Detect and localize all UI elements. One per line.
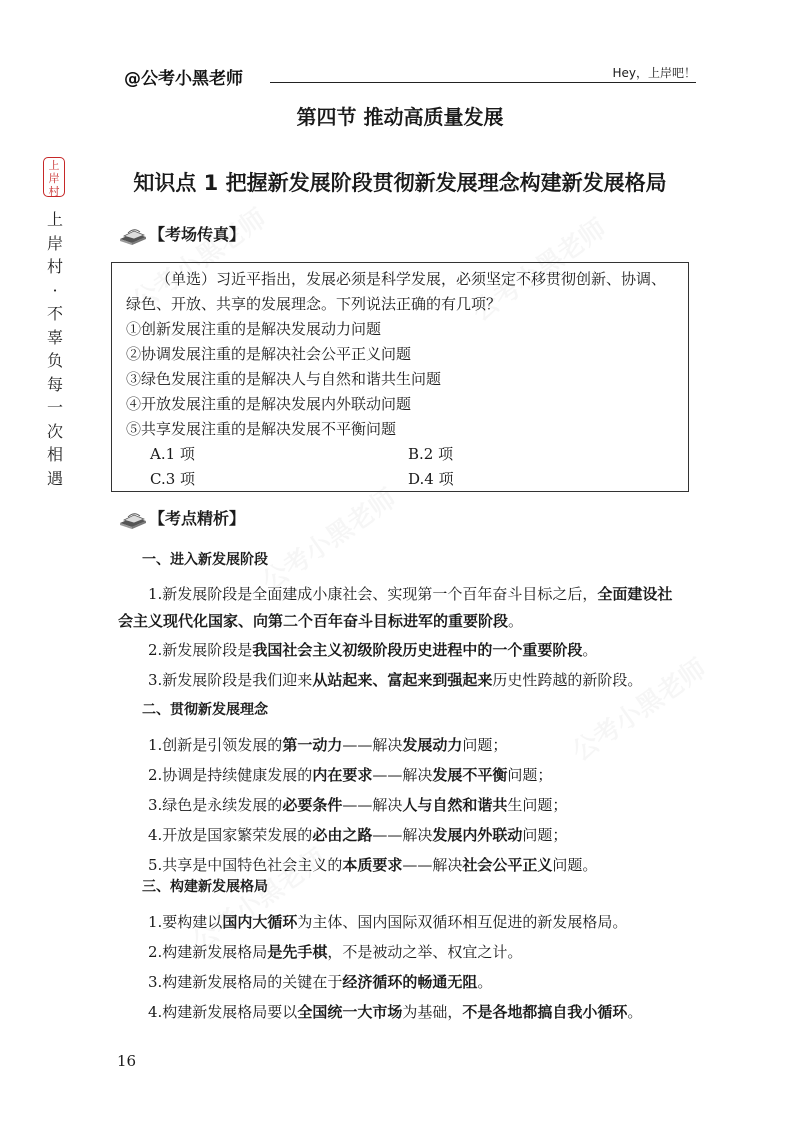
question-stem: （单选）习近平指出，发展必须是科学发展，必须坚定不移贯彻创新、协调、绿色、开放、共享的发展理念。下列说法正确的有几项？	[126, 270, 667, 313]
motto-char: 一	[46, 398, 63, 417]
question-box	[111, 262, 689, 492]
section-new-stage	[118, 549, 686, 695]
exam-heading	[118, 222, 245, 248]
answer-option: B.2 项	[408, 445, 454, 463]
motto-char: 遇	[46, 468, 63, 488]
question-choice: ⑤共享发展注重的是解决发展不平衡问题	[126, 420, 397, 438]
point-item: 1.新发展阶段是全面建成小康社会、实现第一个百年奋斗目标之后，全面建设社会主义现代化国家、向第二个百年奋斗目标进军的重要阶段。	[118, 585, 673, 630]
stamp-char: 岸	[48, 172, 60, 185]
question-choice: ②协调发展注重的是解决社会公平正义问题	[126, 345, 412, 363]
stamp-char: 上	[48, 159, 60, 172]
answer-options-row	[150, 467, 674, 492]
point-item: 4.构建新发展格局要以全国统一大市场为基础，不是各地都搞自我小循环。	[148, 1003, 643, 1021]
section-new-concepts	[118, 699, 686, 880]
knowledge-point-title: 知识点 1 把握新发展阶段贯彻新发展理念构建新发展格局	[133, 171, 667, 195]
point-item: 2.新发展阶段是我国社会主义初级阶段历史进程中的一个重要阶段。	[148, 641, 598, 659]
motto-char: 负	[46, 351, 63, 370]
header-slogan: Hey，上岸吧！	[604, 64, 696, 81]
question-choice: ③绿色发展注重的是解决人与自然和谐共生问题	[126, 370, 442, 388]
section-title: 第四节 推动高质量发展	[296, 105, 504, 129]
point-item: 3.新发展阶段是我们迎来从站起来、富起来到强起来历史性跨越的新阶段。	[148, 671, 643, 689]
question-choice: ①创新发展注重的是解决发展动力问题	[126, 320, 382, 338]
motto-char: ·	[52, 280, 58, 300]
analysis-heading	[118, 506, 245, 532]
analysis-heading-label: 【考点精析】	[149, 509, 246, 528]
section-heading: 三、构建新发展格局	[142, 879, 268, 895]
vertical-motto	[44, 208, 66, 490]
point-item: 3.绿色是永续发展的必要条件——解决人与自然和谐共生问题；	[148, 796, 568, 814]
header-rule	[270, 82, 696, 83]
point-item: 4.开放是国家繁荣发展的必由之路——解决发展内外联动问题；	[148, 826, 568, 844]
motto-char: 上	[46, 210, 63, 229]
page-header	[118, 64, 696, 88]
section-heading: 二、贯彻新发展理念	[142, 702, 268, 718]
point-item: 5.共享是中国特色社会主义的本质要求——解决社会公平正义问题。	[148, 856, 598, 874]
point-item: 3.构建新发展格局的关键在于经济循环的畅通无阻。	[148, 973, 493, 991]
point-item: 2.协调是持续健康发展的内在要求——解决发展不平衡问题；	[148, 766, 553, 784]
point-item: 1.创新是引领发展的第一动力——解决发展动力问题；	[148, 736, 508, 754]
section-heading: 一、进入新发展阶段	[142, 552, 268, 568]
motto-char: 岸	[46, 233, 63, 253]
motto-char: 次	[46, 421, 63, 441]
point-item: 1.要构建以国内大循环为主体、国内国际双循环相互促进的新发展格局。	[148, 913, 628, 931]
brand-name: @公考小黑老师	[124, 69, 243, 89]
answer-option: D.4 项	[408, 470, 454, 488]
motto-char: 辜	[46, 327, 63, 347]
book-stack-icon	[118, 511, 148, 529]
exam-heading-label: 【考场传真】	[149, 225, 246, 244]
motto-char: 不	[46, 304, 63, 323]
motto-char: 每	[46, 374, 63, 394]
answer-option: C.3 项	[150, 470, 196, 488]
answer-option: A.1 项	[150, 445, 195, 463]
book-stack-icon	[118, 227, 148, 245]
question-choice: ④开放发展注重的是解决发展内外联动问题	[126, 395, 412, 413]
answer-options-row	[150, 442, 674, 467]
motto-char: 村	[46, 257, 63, 276]
stamp-char: 村	[48, 185, 60, 198]
motto-char: 相	[46, 445, 63, 464]
section-new-pattern	[118, 876, 686, 1027]
page-number: 16	[117, 1052, 137, 1070]
point-item: 2.构建新发展格局是先手棋，不是被动之举、权宜之计。	[148, 943, 523, 961]
